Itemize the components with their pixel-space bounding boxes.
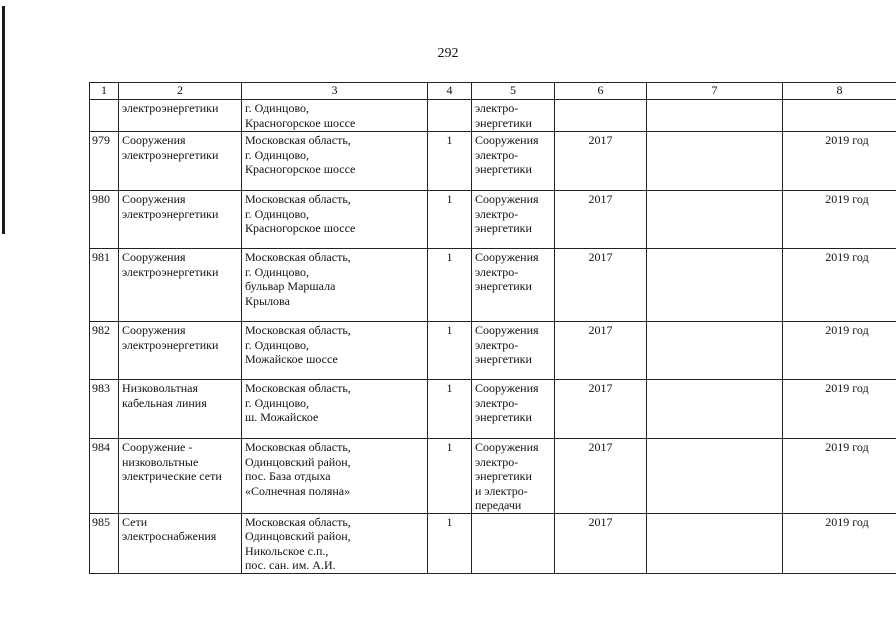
column-7-cell <box>647 249 783 322</box>
object-name-cell: Сети электроснабжения <box>119 513 242 573</box>
row-number-cell: 981 <box>90 249 119 322</box>
row-number-cell: 980 <box>90 191 119 249</box>
quantity-cell: 1 <box>428 513 472 573</box>
deadline-cell: 2019 год <box>783 380 896 439</box>
table-header-row <box>90 83 896 100</box>
category-cell: Сооружения электро- энергетики <box>472 191 555 249</box>
address-cell: Московская область, г. Одинцово, Можайское шоссе <box>242 322 428 380</box>
object-name-cell: Низковольтная кабельная линия <box>119 380 242 439</box>
header-cell-8: 8 <box>783 83 896 100</box>
row-number-cell: 984 <box>90 439 119 514</box>
deadline-cell: 2019 год <box>783 132 896 191</box>
deadline-cell: 2019 год <box>783 439 896 514</box>
row-number-cell <box>90 100 119 132</box>
object-name-cell: Сооружение - низковольтные электрические сети <box>119 439 242 514</box>
year-cell: 2017 <box>555 380 647 439</box>
page-number: 292 <box>437 46 459 61</box>
header-cell-5: 5 <box>472 83 555 100</box>
quantity-cell: 1 <box>428 439 472 514</box>
category-cell: электро- энергетики <box>472 100 555 132</box>
column-7-cell <box>647 132 783 191</box>
table-row <box>90 100 896 132</box>
year-cell: 2017 <box>555 439 647 514</box>
year-cell: 2017 <box>555 322 647 380</box>
address-cell: Московская область, Одинцовский район, Никольское с.п., пос. сан. им. А.И. <box>242 513 428 573</box>
address-cell: Московская область, г. Одинцово, бульвар Маршала Крылова <box>242 249 428 322</box>
year-cell: 2017 <box>555 132 647 191</box>
row-number-cell: 982 <box>90 322 119 380</box>
year-cell: 2017 <box>555 513 647 573</box>
year-cell: 2017 <box>555 191 647 249</box>
object-name-cell: Сооружения электроэнергетики <box>119 132 242 191</box>
deadline-cell: 2019 год <box>783 513 896 573</box>
table-row <box>90 191 896 249</box>
category-cell: Сооружения электро- энергетики <box>472 322 555 380</box>
quantity-cell: 1 <box>428 249 472 322</box>
deadline-cell: 2019 год <box>783 249 896 322</box>
table-row <box>90 132 896 191</box>
table-row <box>90 380 896 439</box>
quantity-cell: 1 <box>428 191 472 249</box>
row-number-cell: 983 <box>90 380 119 439</box>
quantity-cell: 1 <box>428 322 472 380</box>
column-7-cell <box>647 513 783 573</box>
column-7-cell <box>647 322 783 380</box>
header-cell-4: 4 <box>428 83 472 100</box>
address-cell: Московская область, г. Одинцово, Красногорское шоссе <box>242 132 428 191</box>
address-cell: Московская область, г. Одинцово, Красногорское шоссе <box>242 191 428 249</box>
row-number-cell: 979 <box>90 132 119 191</box>
scan-edge-mark <box>2 6 5 234</box>
header-cell-3: 3 <box>242 83 428 100</box>
header-cell-7: 7 <box>647 83 783 100</box>
column-7-cell <box>647 191 783 249</box>
category-cell: Сооружения электро- энергетики и электро- передачи <box>472 439 555 514</box>
table-row <box>90 439 896 514</box>
address-cell: Московская область, Одинцовский район, пос. База отдыха «Солнечная поляна» <box>242 439 428 514</box>
column-7-cell <box>647 380 783 439</box>
deadline-cell: 2019 год <box>783 191 896 249</box>
category-cell: Сооружения электро- энергетики <box>472 249 555 322</box>
header-cell-2: 2 <box>119 83 242 100</box>
object-name-cell: электроэнергетики <box>119 100 242 132</box>
header-cell-6: 6 <box>555 83 647 100</box>
quantity-cell <box>428 100 472 132</box>
quantity-cell: 1 <box>428 380 472 439</box>
deadline-cell: 2019 год <box>783 322 896 380</box>
header-cell-1: 1 <box>90 83 119 100</box>
year-cell <box>555 100 647 132</box>
address-cell: г. Одинцово, Красногорское шоссе <box>242 100 428 132</box>
column-7-cell <box>647 100 783 132</box>
object-name-cell: Сооружения электроэнергетики <box>119 322 242 380</box>
table-row <box>90 322 896 380</box>
category-cell: Сооружения электро- энергетики <box>472 132 555 191</box>
quantity-cell: 1 <box>428 132 472 191</box>
category-cell <box>472 513 555 573</box>
year-cell: 2017 <box>555 249 647 322</box>
row-number-cell: 985 <box>90 513 119 573</box>
table-row <box>90 249 896 322</box>
address-cell: Московская область, г. Одинцово, ш. Можайское <box>242 380 428 439</box>
column-7-cell <box>647 439 783 514</box>
object-name-cell: Сооружения электроэнергетики <box>119 191 242 249</box>
table-row <box>90 513 896 573</box>
deadline-cell <box>783 100 896 132</box>
object-name-cell: Сооружения электроэнергетики <box>119 249 242 322</box>
category-cell: Сооружения электро- энергетики <box>472 380 555 439</box>
objects-table <box>89 82 896 574</box>
